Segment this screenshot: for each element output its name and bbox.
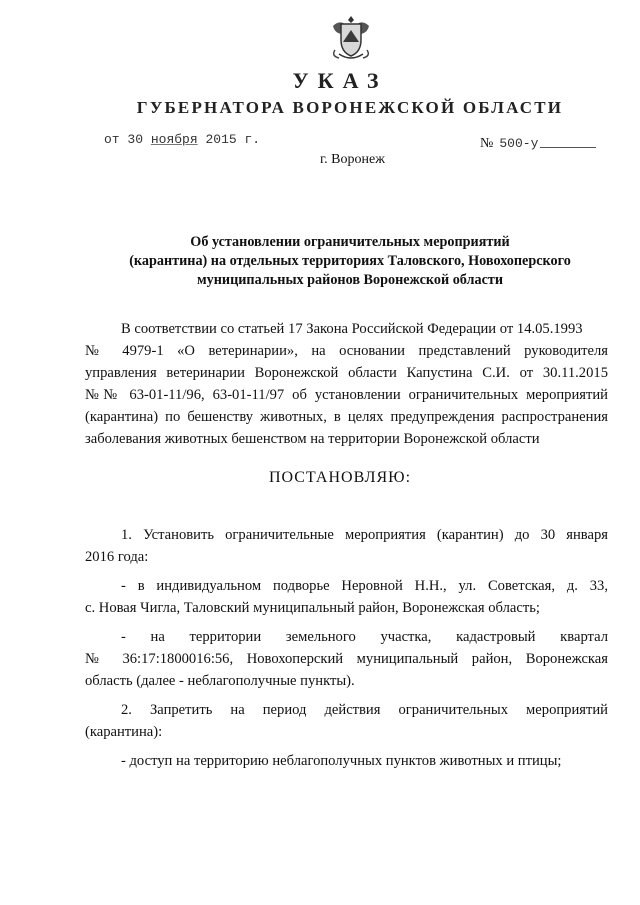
subitem-1-line: с. Новая Чигла, Таловский муниципальный район, Воронежская область; — [85, 600, 540, 617]
decree-word: ПОСТАНОВЛЯЮ: — [268, 469, 412, 486]
subitem-2-line: область (далее - неблагополучные пункты). — [85, 673, 355, 690]
decree-items — [85, 524, 608, 772]
date-month: ноября — [150, 132, 198, 147]
subitem-2-line: - на территории земельного участка, кадастровый квартал — [121, 628, 608, 645]
preamble-paragraph — [85, 318, 608, 450]
document-subject — [100, 233, 600, 290]
preamble-line: управления ветеринарии Воронежской области Капустина С.И. от 30.11.2015 — [85, 365, 608, 381]
date-day: 30 — [127, 132, 144, 147]
preamble-line: В соответствии со статьей 17 Закона Российской Федерации от 14.05.1993 — [121, 321, 583, 337]
subitem-1-line: - в индивидуальном подворье Неровной Н.Н., ул. Советская, д. 33, — [121, 577, 608, 594]
date-suffix: г. — [244, 132, 261, 147]
document-city: г. Воронеж — [320, 152, 385, 167]
item-1-line: 1. Установить ограничительные мероприятия (карантин) до 30 января — [121, 527, 608, 543]
item-1-line: 2016 года: — [85, 549, 149, 566]
number-underline — [540, 147, 596, 148]
date-prefix: от — [104, 132, 120, 147]
number-label: № — [480, 136, 494, 151]
item-2-line: (карантина): — [85, 724, 163, 741]
preamble-line: (карантина) по бешенству животных, в целях предупреждения распространения — [85, 409, 608, 425]
subitem-3-line: - доступ на территорию неблагополучных пунктов животных и птицы; — [121, 752, 562, 769]
subitem-2-line: № 36:17:1800016:56, Новохоперский муниципальный район, Воронежская — [85, 651, 608, 668]
item-2-line: 2. Запретить на период действия ограничительных мероприятий — [121, 701, 608, 718]
subject-line: Об установлении ограничительных мероприятий — [190, 234, 510, 250]
document-subtitle: ГУБЕРНАТОРА ВОРОНЕЖСКОЙ ОБЛАСТИ — [136, 98, 564, 117]
subject-line: муниципальных районов Воронежской области — [196, 272, 504, 288]
date-year: 2015 — [205, 132, 237, 147]
document-number — [480, 136, 596, 152]
preamble-line: № 4979-1 «О ветеринарии», на основании представлений руководителя — [85, 343, 608, 359]
preamble-line: №№ 63-01-11/96, 63-01-11/97 об установлении ограничительных мероприятий — [85, 387, 608, 403]
subject-line: (карантина) на отдельных территориях Таловского, Новохоперского — [129, 253, 571, 269]
coat-of-arms-icon — [325, 12, 377, 64]
document-title: УКАЗ — [292, 68, 388, 93]
document-date — [104, 132, 260, 147]
number-value: 500-у — [499, 136, 539, 151]
preamble-line: заболевания животных бешенством на территории Воронежской области — [85, 431, 540, 447]
